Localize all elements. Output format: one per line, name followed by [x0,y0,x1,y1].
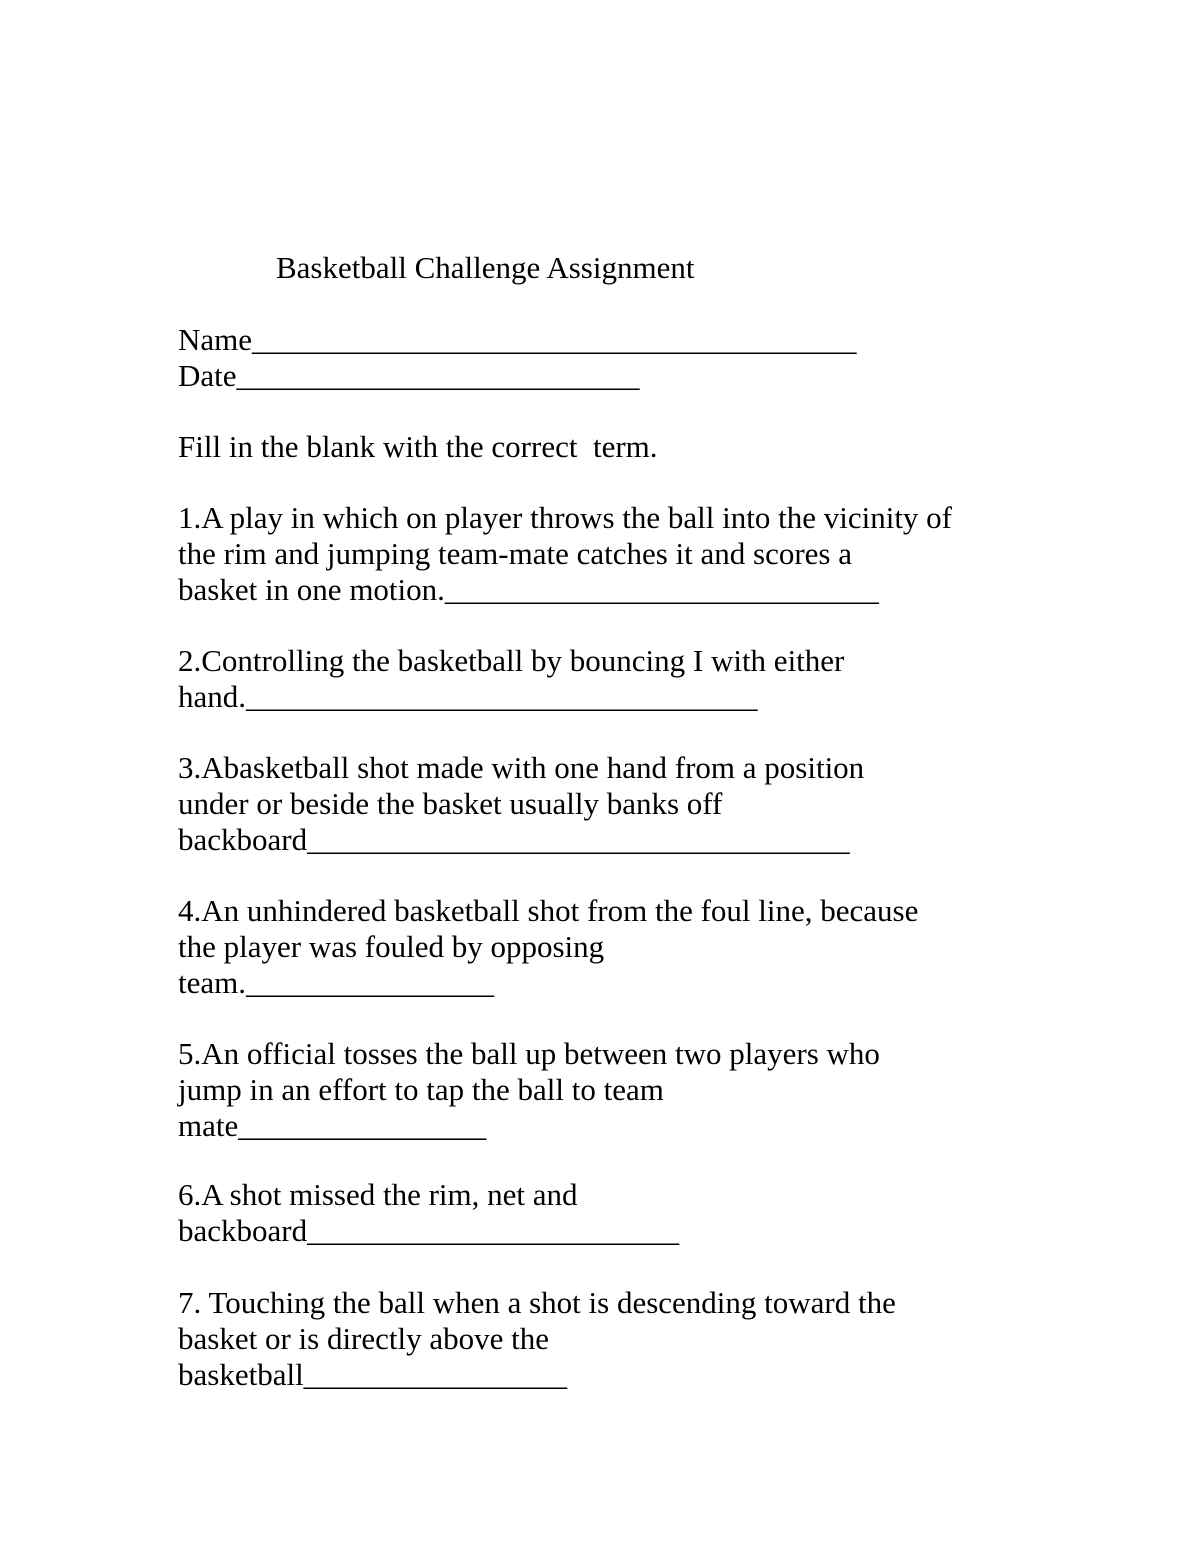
question-6-line-1: 6.A shot missed the rim, net and [178,1177,578,1212]
instructions: Fill in the blank with the correct term. [178,429,658,464]
question-1-line-1: 1.A play in which on player throws the ball into the vicinity of [178,500,953,535]
question-3-line-2: under or beside the basket usually banks off [178,786,723,821]
question-2-answer-line[interactable]: hand._________________________________ [178,679,758,714]
question-3-line-1: 3.Abasketball shot made with one hand from a position [178,750,865,785]
question-6-answer-line[interactable]: backboard________________________ [178,1213,680,1248]
question-2-line-1: 2.Controlling the basketball by bouncing I with either [178,643,845,678]
question-4-line-2: the player was fouled by opposing [178,929,605,964]
question-7-answer-line[interactable]: basketball_________________ [178,1357,568,1392]
question-7-line-1: 7. Touching the ball when a shot is descending toward the [178,1285,896,1320]
question-5-line-2: jump in an effort to tap the ball to team [178,1072,664,1107]
question-3-answer-line[interactable]: backboard___________________________________ [178,822,850,857]
question-1-answer-line[interactable]: basket in one motion.____________________________ [178,572,879,607]
date-field[interactable]: Date__________________________ [178,358,640,393]
question-4-answer-line[interactable]: team.________________ [178,965,494,1000]
name-field[interactable]: Name_______________________________________ [178,322,857,357]
question-5-answer-line[interactable]: mate________________ [178,1108,487,1143]
page-title: Basketball Challenge Assignment [276,250,695,285]
question-1-line-2: the rim and jumping team-mate catches it and scores a [178,536,853,571]
question-7-line-2: basket or is directly above the [178,1321,550,1356]
question-5-line-1: 5.An official tosses the ball up between two players who [178,1036,880,1071]
question-4-line-1: 4.An unhindered basketball shot from the foul line, because [178,893,919,928]
